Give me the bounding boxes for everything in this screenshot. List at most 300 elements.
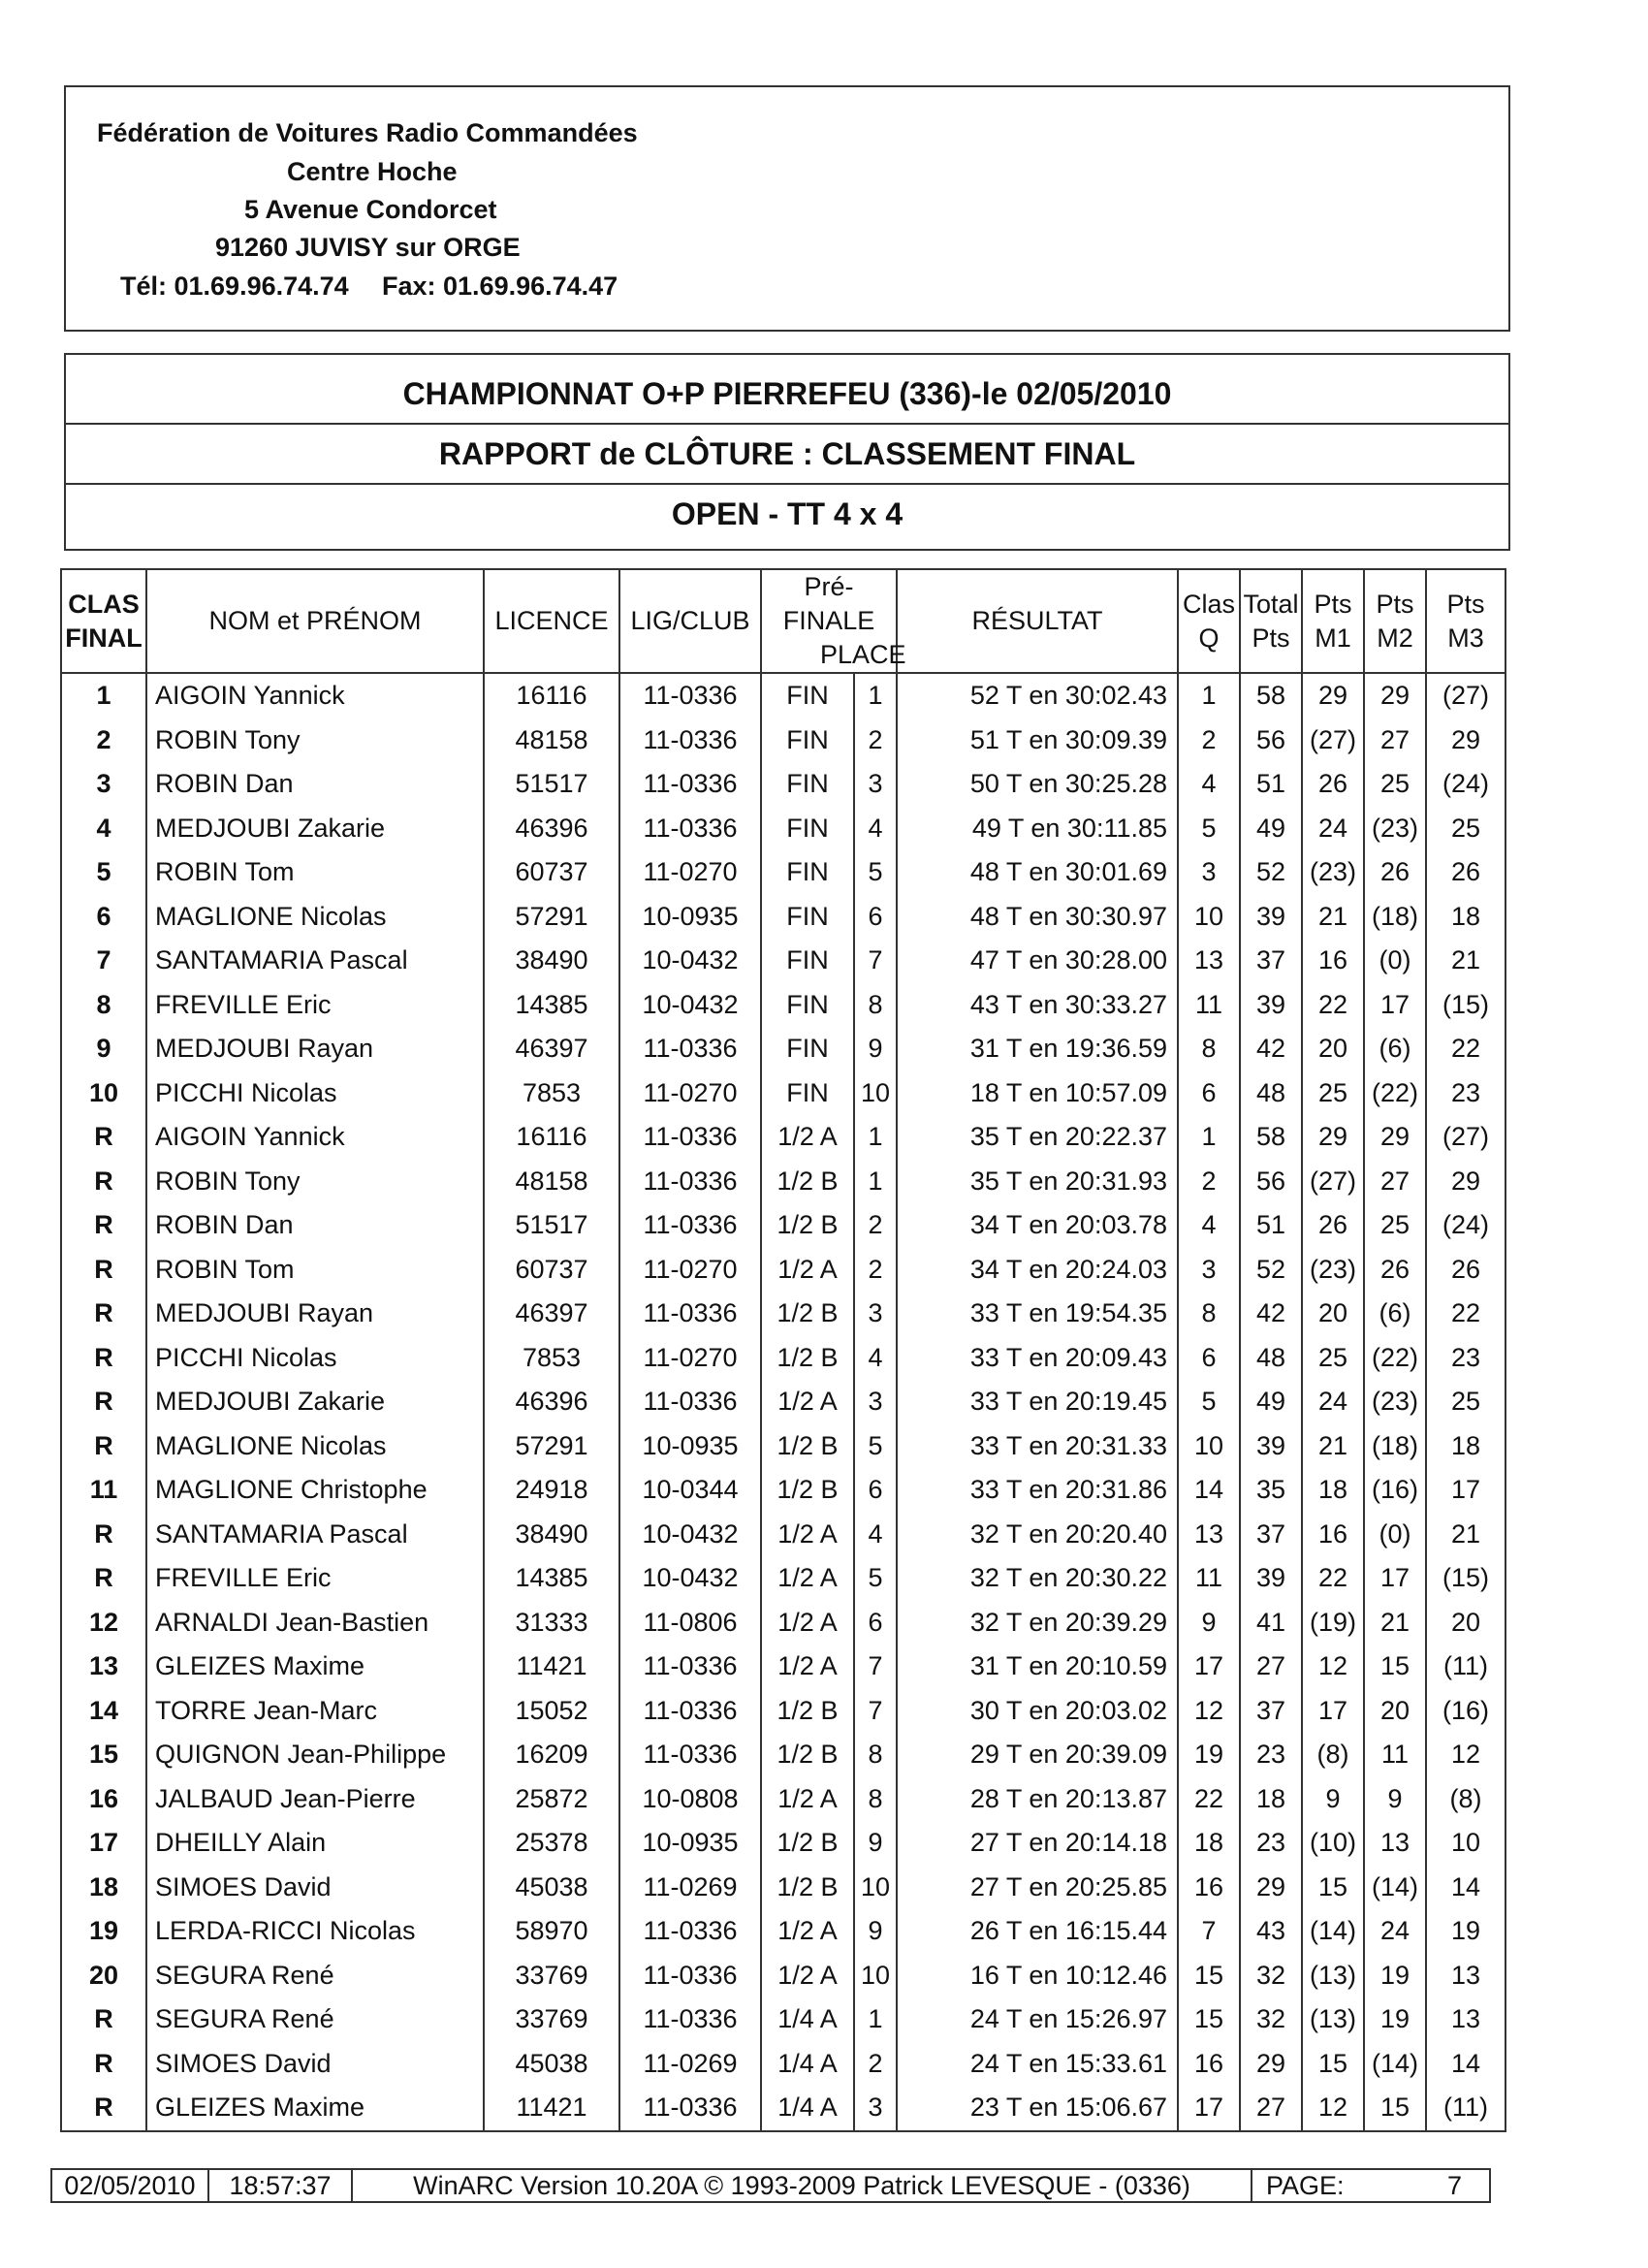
- cell-pts-m1: (8): [1302, 1733, 1364, 1777]
- cell-total-pts: 56: [1240, 1160, 1302, 1204]
- cell-club: 10-0432: [619, 1513, 761, 1557]
- cell-pts-m1: 29: [1302, 673, 1364, 719]
- cell-clas-q: 12: [1178, 1689, 1240, 1734]
- cell-licence: 51517: [484, 762, 619, 807]
- cell-pts-m2: 25: [1364, 762, 1426, 807]
- table-row: [61, 673, 1505, 719]
- cell-clas-final: R: [61, 2086, 146, 2131]
- cell-result: 29 T en 20:39.09: [897, 1733, 1178, 1777]
- cell-driver-name: ROBIN Dan: [146, 762, 484, 807]
- cell-pts-m3: 23: [1426, 1071, 1505, 1116]
- cell-prefinale-place: 3: [854, 1292, 897, 1336]
- col-club: LIG/CLUB: [619, 569, 761, 673]
- cell-clas-final: R: [61, 1556, 146, 1601]
- cell-prefinale-heat: 1/2 B: [761, 1866, 854, 1910]
- cell-pts-m2: 15: [1364, 2086, 1426, 2131]
- cell-pts-m3: (27): [1426, 1115, 1505, 1160]
- cell-pts-m1: 17: [1302, 1689, 1364, 1734]
- cell-prefinale-place: 4: [854, 1513, 897, 1557]
- footer-date: 02/05/2010: [52, 2170, 209, 2201]
- cell-pts-m1: (23): [1302, 1248, 1364, 1293]
- cell-total-pts: 18: [1240, 1777, 1302, 1822]
- cell-total-pts: 35: [1240, 1468, 1302, 1513]
- cell-clas-q: 11: [1178, 1556, 1240, 1601]
- cell-prefinale-heat: 1/2 A: [761, 1380, 854, 1424]
- cell-prefinale-heat: 1/2 B: [761, 1160, 854, 1204]
- table-row: [61, 1997, 1505, 2042]
- cell-total-pts: 52: [1240, 850, 1302, 895]
- cell-total-pts: 29: [1240, 1866, 1302, 1910]
- cell-pts-m2: 29: [1364, 1115, 1426, 1160]
- cell-prefinale-heat: 1/2 B: [761, 1424, 854, 1469]
- cell-pts-m2: 27: [1364, 1160, 1426, 1204]
- cell-driver-name: MEDJOUBI Zakarie: [146, 807, 484, 851]
- cell-pts-m3: 18: [1426, 1424, 1505, 1469]
- cell-result: 32 T en 20:20.40: [897, 1513, 1178, 1557]
- cell-result: 32 T en 20:30.22: [897, 1556, 1178, 1601]
- cell-club: 10-0935: [619, 895, 761, 940]
- cell-prefinale-place: 6: [854, 895, 897, 940]
- organization-name: Fédération de Voitures Radio Commandées: [97, 118, 638, 147]
- cell-club: 11-0336: [619, 1380, 761, 1424]
- cell-licence: 14385: [484, 1556, 619, 1601]
- cell-total-pts: 58: [1240, 1115, 1302, 1160]
- cell-licence: 48158: [484, 719, 619, 763]
- table-row: [61, 1601, 1505, 1645]
- federation-header: [64, 85, 1510, 332]
- cell-result: 27 T en 20:25.85: [897, 1866, 1178, 1910]
- cell-clas-final: 7: [61, 939, 146, 983]
- cell-result: 18 T en 10:57.09: [897, 1071, 1178, 1116]
- cell-pts-m3: 26: [1426, 850, 1505, 895]
- cell-licence: 25872: [484, 1777, 619, 1822]
- table-row: [61, 983, 1505, 1028]
- cell-clas-q: 19: [1178, 1733, 1240, 1777]
- cell-club: 10-0935: [619, 1424, 761, 1469]
- event-title-box: [64, 353, 1510, 551]
- organization-fax: Fax: 01.69.96.74.47: [382, 272, 618, 301]
- cell-total-pts: 52: [1240, 1248, 1302, 1293]
- cell-prefinale-heat: 1/2 B: [761, 1203, 854, 1248]
- cell-driver-name: DHEILLY Alain: [146, 1821, 484, 1866]
- cell-pts-m1: 21: [1302, 895, 1364, 940]
- cell-total-pts: 37: [1240, 1513, 1302, 1557]
- cell-prefinale-place: 7: [854, 1689, 897, 1734]
- cell-pts-m2: 20: [1364, 1689, 1426, 1734]
- table-row: [61, 1336, 1505, 1381]
- cell-pts-m2: 19: [1364, 1954, 1426, 1998]
- col-total-pts: Total Pts: [1240, 569, 1302, 673]
- table-header-row: [61, 569, 1505, 673]
- cell-licence: 51517: [484, 1203, 619, 1248]
- cell-pts-m3: 21: [1426, 1513, 1505, 1557]
- cell-pts-m2: 29: [1364, 673, 1426, 719]
- cell-prefinale-heat: 1/2 B: [761, 1336, 854, 1381]
- cell-clas-q: 8: [1178, 1027, 1240, 1071]
- cell-pts-m1: 16: [1302, 939, 1364, 983]
- cell-prefinale-heat: 1/4 A: [761, 1997, 854, 2042]
- cell-clas-final: R: [61, 1248, 146, 1293]
- cell-clas-final: 3: [61, 762, 146, 807]
- cell-prefinale-place: 8: [854, 1733, 897, 1777]
- cell-clas-final: R: [61, 2042, 146, 2087]
- cell-prefinale-heat: FIN: [761, 673, 854, 719]
- cell-driver-name: TORRE Jean-Marc: [146, 1689, 484, 1734]
- cell-clas-final: R: [61, 1336, 146, 1381]
- cell-licence: 45038: [484, 2042, 619, 2087]
- cell-pts-m2: 26: [1364, 850, 1426, 895]
- cell-pts-m3: (16): [1426, 1689, 1505, 1734]
- footer-bar: [50, 2168, 1491, 2203]
- cell-prefinale-place: 9: [854, 1027, 897, 1071]
- cell-pts-m1: 21: [1302, 1424, 1364, 1469]
- cell-total-pts: 49: [1240, 807, 1302, 851]
- table-row: [61, 1071, 1505, 1116]
- cell-clas-final: R: [61, 1115, 146, 1160]
- cell-result: 31 T en 20:10.59: [897, 1645, 1178, 1689]
- cell-pts-m3: 22: [1426, 1292, 1505, 1336]
- cell-clas-final: R: [61, 1203, 146, 1248]
- cell-clas-q: 2: [1178, 1160, 1240, 1204]
- table-row: [61, 1160, 1505, 1204]
- cell-total-pts: 27: [1240, 2086, 1302, 2131]
- cell-result: 35 T en 20:22.37: [897, 1115, 1178, 1160]
- cell-prefinale-heat: 1/2 B: [761, 1821, 854, 1866]
- cell-clas-final: 12: [61, 1601, 146, 1645]
- cell-club: 11-0336: [619, 1292, 761, 1336]
- cell-prefinale-heat: 1/2 A: [761, 1513, 854, 1557]
- cell-licence: 33769: [484, 1997, 619, 2042]
- cell-driver-name: FREVILLE Eric: [146, 1556, 484, 1601]
- cell-driver-name: MAGLIONE Nicolas: [146, 895, 484, 940]
- cell-clas-final: 14: [61, 1689, 146, 1734]
- cell-clas-final: R: [61, 1292, 146, 1336]
- cell-club: 10-0935: [619, 1821, 761, 1866]
- cell-prefinale-heat: 1/4 A: [761, 2042, 854, 2087]
- cell-clas-final: 9: [61, 1027, 146, 1071]
- cell-prefinale-heat: FIN: [761, 1071, 854, 1116]
- cell-total-pts: 23: [1240, 1821, 1302, 1866]
- cell-club: 11-0270: [619, 850, 761, 895]
- cell-club: 11-0336: [619, 1954, 761, 1998]
- cell-clas-q: 17: [1178, 2086, 1240, 2131]
- table-row: [61, 895, 1505, 940]
- category-title: OPEN - TT 4 x 4: [66, 483, 1508, 543]
- cell-prefinale-heat: 1/2 A: [761, 1954, 854, 1998]
- cell-club: 11-0336: [619, 1160, 761, 1204]
- cell-total-pts: 39: [1240, 1556, 1302, 1601]
- cell-pts-m2: 24: [1364, 1909, 1426, 1954]
- table-row: [61, 1292, 1505, 1336]
- cell-total-pts: 37: [1240, 1689, 1302, 1734]
- cell-clas-final: 18: [61, 1866, 146, 1910]
- cell-driver-name: MEDJOUBI Zakarie: [146, 1380, 484, 1424]
- cell-clas-q: 5: [1178, 807, 1240, 851]
- table-row: [61, 850, 1505, 895]
- cell-driver-name: SIMOES David: [146, 2042, 484, 2087]
- table-row: [61, 1468, 1505, 1513]
- cell-licence: 57291: [484, 1424, 619, 1469]
- cell-pts-m2: 25: [1364, 1203, 1426, 1248]
- organization-line2: Centre Hoche: [287, 157, 458, 186]
- cell-pts-m3: (15): [1426, 983, 1505, 1028]
- cell-driver-name: ROBIN Dan: [146, 1203, 484, 1248]
- cell-driver-name: SEGURA René: [146, 1954, 484, 1998]
- cell-prefinale-heat: 1/2 B: [761, 1733, 854, 1777]
- cell-driver-name: MAGLIONE Nicolas: [146, 1424, 484, 1469]
- cell-prefinale-place: 10: [854, 1071, 897, 1116]
- cell-clas-q: 3: [1178, 850, 1240, 895]
- cell-total-pts: 39: [1240, 1424, 1302, 1469]
- col-result: RÉSULTAT: [897, 569, 1178, 673]
- cell-result: 49 T en 30:11.85: [897, 807, 1178, 851]
- cell-pts-m3: 22: [1426, 1027, 1505, 1071]
- cell-pts-m2: (18): [1364, 1424, 1426, 1469]
- cell-clas-q: 4: [1178, 1203, 1240, 1248]
- table-row: [61, 1954, 1505, 1998]
- cell-prefinale-place: 8: [854, 983, 897, 1028]
- col-clas-q: Clas Q: [1178, 569, 1240, 673]
- cell-pts-m1: 15: [1302, 1866, 1364, 1910]
- cell-club: 11-0336: [619, 719, 761, 763]
- cell-pts-m1: 26: [1302, 1203, 1364, 1248]
- cell-total-pts: 58: [1240, 673, 1302, 719]
- cell-pts-m2: 17: [1364, 1556, 1426, 1601]
- cell-clas-final: R: [61, 1997, 146, 2042]
- cell-pts-m3: 25: [1426, 807, 1505, 851]
- cell-clas-q: 3: [1178, 1248, 1240, 1293]
- cell-pts-m2: 9: [1364, 1777, 1426, 1822]
- cell-result: 34 T en 20:03.78: [897, 1203, 1178, 1248]
- cell-licence: 46396: [484, 1380, 619, 1424]
- cell-result: 52 T en 30:02.43: [897, 673, 1178, 719]
- table-row: [61, 2086, 1505, 2131]
- cell-prefinale-heat: 1/2 A: [761, 1645, 854, 1689]
- cell-prefinale-place: 10: [854, 1866, 897, 1910]
- cell-result: 27 T en 20:14.18: [897, 1821, 1178, 1866]
- cell-total-pts: 51: [1240, 762, 1302, 807]
- cell-pts-m2: (23): [1364, 1380, 1426, 1424]
- cell-result: 24 T en 15:26.97: [897, 1997, 1178, 2042]
- cell-clas-q: 15: [1178, 1997, 1240, 2042]
- cell-pts-m1: (23): [1302, 850, 1364, 895]
- cell-total-pts: 27: [1240, 1645, 1302, 1689]
- cell-licence: 46397: [484, 1027, 619, 1071]
- cell-pts-m1: 12: [1302, 2086, 1364, 2131]
- cell-result: 48 T en 30:30.97: [897, 895, 1178, 940]
- cell-prefinale-heat: 1/2 A: [761, 1909, 854, 1954]
- cell-pts-m3: 13: [1426, 1997, 1505, 2042]
- cell-result: 34 T en 20:24.03: [897, 1248, 1178, 1293]
- cell-prefinale-heat: 1/2 A: [761, 1777, 854, 1822]
- cell-prefinale-heat: FIN: [761, 850, 854, 895]
- organization-city: 91260 JUVISY sur ORGE: [215, 233, 521, 262]
- col-pts-m3: Pts M3: [1426, 569, 1505, 673]
- cell-pts-m1: 18: [1302, 1468, 1364, 1513]
- cell-driver-name: ROBIN Tom: [146, 1248, 484, 1293]
- cell-pts-m3: 13: [1426, 1954, 1505, 1998]
- cell-club: 11-0336: [619, 2086, 761, 2131]
- cell-total-pts: 32: [1240, 1997, 1302, 2042]
- cell-pts-m3: 23: [1426, 1336, 1505, 1381]
- cell-clas-final: R: [61, 1424, 146, 1469]
- table-row: [61, 1645, 1505, 1689]
- cell-pts-m1: (27): [1302, 1160, 1364, 1204]
- cell-clas-final: 17: [61, 1821, 146, 1866]
- cell-driver-name: QUIGNON Jean-Philippe: [146, 1733, 484, 1777]
- cell-prefinale-place: 9: [854, 1909, 897, 1954]
- cell-clas-q: 1: [1178, 673, 1240, 719]
- cell-licence: 46397: [484, 1292, 619, 1336]
- cell-prefinale-heat: FIN: [761, 807, 854, 851]
- cell-prefinale-place: 7: [854, 939, 897, 983]
- cell-pts-m1: (13): [1302, 1954, 1364, 1998]
- cell-prefinale-place: 6: [854, 1468, 897, 1513]
- cell-club: 11-0806: [619, 1601, 761, 1645]
- cell-prefinale-heat: 1/2 B: [761, 1468, 854, 1513]
- cell-clas-q: 11: [1178, 983, 1240, 1028]
- cell-driver-name: FREVILLE Eric: [146, 983, 484, 1028]
- cell-clas-q: 8: [1178, 1292, 1240, 1336]
- cell-prefinale-place: 9: [854, 1821, 897, 1866]
- cell-pts-m1: 22: [1302, 1556, 1364, 1601]
- cell-clas-final: 6: [61, 895, 146, 940]
- cell-total-pts: 43: [1240, 1909, 1302, 1954]
- cell-licence: 15052: [484, 1689, 619, 1734]
- cell-result: 33 T en 20:19.45: [897, 1380, 1178, 1424]
- cell-clas-q: 16: [1178, 1866, 1240, 1910]
- cell-clas-q: 18: [1178, 1821, 1240, 1866]
- table-row: [61, 1866, 1505, 1910]
- cell-pts-m3: 14: [1426, 1866, 1505, 1910]
- cell-clas-final: 13: [61, 1645, 146, 1689]
- cell-pts-m1: 20: [1302, 1027, 1364, 1071]
- col-pts-m1: Pts M1: [1302, 569, 1364, 673]
- cell-pts-m1: 24: [1302, 807, 1364, 851]
- cell-clas-q: 17: [1178, 1645, 1240, 1689]
- cell-result: 32 T en 20:39.29: [897, 1601, 1178, 1645]
- cell-pts-m1: (14): [1302, 1909, 1364, 1954]
- cell-result: 33 T en 19:54.35: [897, 1292, 1178, 1336]
- table-row: [61, 2042, 1505, 2087]
- cell-licence: 14385: [484, 983, 619, 1028]
- col-prefinale: Pré-FINALE PLACE: [761, 569, 897, 673]
- footer-software: WinARC Version 10.20A © 1993-2009 Patrick LEVESQUE - (0336): [353, 2170, 1252, 2201]
- cell-licence: 16116: [484, 673, 619, 719]
- cell-pts-m1: 9: [1302, 1777, 1364, 1822]
- cell-prefinale-heat: FIN: [761, 719, 854, 763]
- cell-prefinale-place: 1: [854, 1160, 897, 1204]
- cell-prefinale-heat: 1/2 A: [761, 1556, 854, 1601]
- table-row: [61, 1513, 1505, 1557]
- cell-prefinale-heat: 1/2 B: [761, 1292, 854, 1336]
- cell-clas-final: 20: [61, 1954, 146, 1998]
- cell-club: 11-0336: [619, 1909, 761, 1954]
- cell-clas-final: 4: [61, 807, 146, 851]
- cell-prefinale-place: 2: [854, 719, 897, 763]
- cell-clas-final: 8: [61, 983, 146, 1028]
- cell-pts-m3: 17: [1426, 1468, 1505, 1513]
- cell-driver-name: ROBIN Tony: [146, 1160, 484, 1204]
- cell-result: 16 T en 10:12.46: [897, 1954, 1178, 1998]
- cell-clas-q: 1: [1178, 1115, 1240, 1160]
- cell-prefinale-place: 6: [854, 1601, 897, 1645]
- cell-result: 23 T en 15:06.67: [897, 2086, 1178, 2131]
- cell-pts-m3: (15): [1426, 1556, 1505, 1601]
- cell-prefinale-place: 2: [854, 1203, 897, 1248]
- cell-club: 11-0336: [619, 1645, 761, 1689]
- cell-clas-q: 16: [1178, 2042, 1240, 2087]
- table-row: [61, 1777, 1505, 1822]
- cell-licence: 11421: [484, 1645, 619, 1689]
- cell-club: 11-0336: [619, 762, 761, 807]
- cell-pts-m3: 12: [1426, 1733, 1505, 1777]
- cell-clas-q: 10: [1178, 895, 1240, 940]
- cell-licence: 16116: [484, 1115, 619, 1160]
- cell-result: 43 T en 30:33.27: [897, 983, 1178, 1028]
- cell-driver-name: ROBIN Tom: [146, 850, 484, 895]
- cell-pts-m2: 11: [1364, 1733, 1426, 1777]
- cell-driver-name: MAGLIONE Christophe: [146, 1468, 484, 1513]
- cell-pts-m3: (11): [1426, 1645, 1505, 1689]
- cell-driver-name: GLEIZES Maxime: [146, 2086, 484, 2131]
- cell-prefinale-place: 2: [854, 1248, 897, 1293]
- table-row: [61, 1556, 1505, 1601]
- cell-pts-m3: 19: [1426, 1909, 1505, 1954]
- table-row: [61, 807, 1505, 851]
- cell-pts-m1: 12: [1302, 1645, 1364, 1689]
- table-row: [61, 762, 1505, 807]
- cell-pts-m1: (27): [1302, 719, 1364, 763]
- cell-pts-m2: (18): [1364, 895, 1426, 940]
- footer-page: [1252, 2170, 1489, 2201]
- cell-total-pts: 42: [1240, 1027, 1302, 1071]
- cell-club: 11-0270: [619, 1336, 761, 1381]
- cell-clas-final: 10: [61, 1071, 146, 1116]
- cell-driver-name: SANTAMARIA Pascal: [146, 939, 484, 983]
- cell-club: 10-0432: [619, 939, 761, 983]
- cell-club: 11-0270: [619, 1248, 761, 1293]
- col-clas-final: CLAS FINAL: [61, 569, 146, 673]
- cell-clas-final: 5: [61, 850, 146, 895]
- cell-clas-final: 16: [61, 1777, 146, 1822]
- cell-total-pts: 56: [1240, 719, 1302, 763]
- cell-pts-m2: 17: [1364, 983, 1426, 1028]
- cell-driver-name: SANTAMARIA Pascal: [146, 1513, 484, 1557]
- cell-pts-m2: (23): [1364, 807, 1426, 851]
- cell-club: 11-0270: [619, 1071, 761, 1116]
- cell-driver-name: MEDJOUBI Rayan: [146, 1027, 484, 1071]
- cell-licence: 60737: [484, 1248, 619, 1293]
- cell-prefinale-place: 8: [854, 1777, 897, 1822]
- cell-pts-m2: 19: [1364, 1997, 1426, 2042]
- cell-pts-m3: 20: [1426, 1601, 1505, 1645]
- table-row: [61, 719, 1505, 763]
- cell-clas-final: R: [61, 1513, 146, 1557]
- cell-club: 11-0269: [619, 2042, 761, 2087]
- cell-club: 11-0336: [619, 807, 761, 851]
- cell-prefinale-heat: 1/4 A: [761, 2086, 854, 2131]
- cell-pts-m2: (6): [1364, 1292, 1426, 1336]
- cell-licence: 24918: [484, 1468, 619, 1513]
- cell-prefinale-place: 3: [854, 762, 897, 807]
- cell-licence: 31333: [484, 1601, 619, 1645]
- cell-prefinale-place: 10: [854, 1954, 897, 1998]
- cell-total-pts: 37: [1240, 939, 1302, 983]
- cell-result: 26 T en 16:15.44: [897, 1909, 1178, 1954]
- cell-club: 10-0432: [619, 1556, 761, 1601]
- cell-result: 47 T en 30:28.00: [897, 939, 1178, 983]
